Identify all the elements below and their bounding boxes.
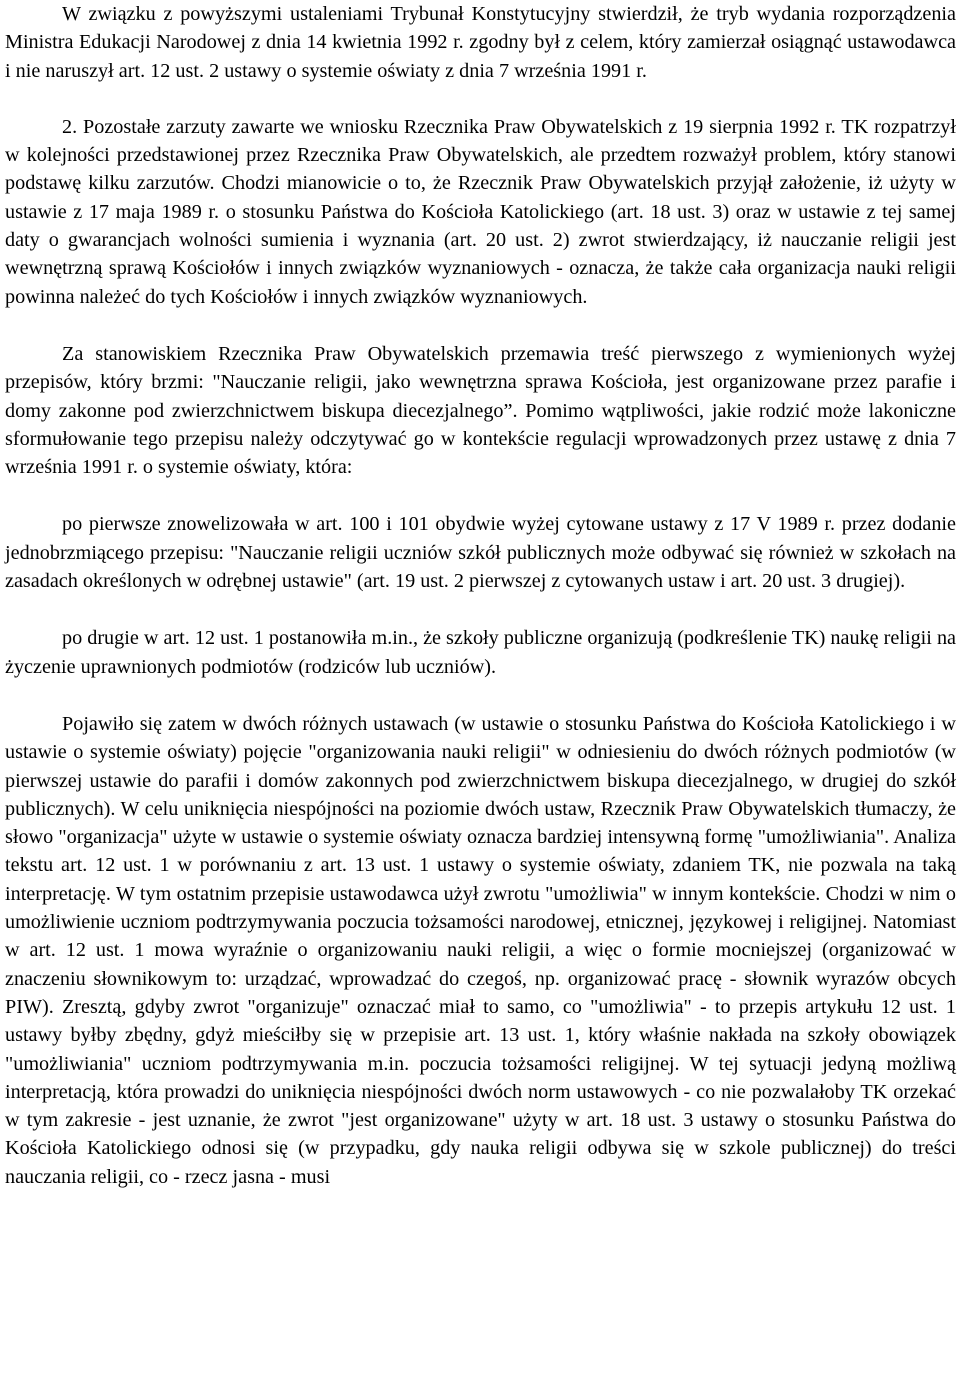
paragraph-conclusion: W związku z powyższymi ustaleniami Trybunał Konstytucyjny stwierdził, że tryb wydania rozporządzenia Ministra Edukacji Narodowej z dnia 14 kwietnia 1992 r. zgodny był z celem, który zamierzał osiągnąć ustawodawca i nie naruszył art. 12 ust. 2 ustawy o systemie oświaty z dnia 7 września 1991 r.	[5, 3, 956, 82]
paragraph-analysis: Pojawiło się zatem w dwóch różnych ustawach (w ustawie o stosunku Państwa do Kościoła Katolickiego i w ustawie o systemie oświaty) pojęcie "organizowania nauki religii" w odniesieniu do dwóch różnych podmiotów (w pierwszej ustawie do parafii i domów zakonnych pod zwierzchnictwem biskupa diecezjalnego, w drugiej do szkół publicznych). W celu uniknięcia niespójności na poziomie dwóch ustaw, Rzecznik Praw Obywatelskich tłumaczy, że słowo "organizacja" użyte w ustawie o systemie oświaty oznacza bardziej intensywną formę "umożliwiania". Analiza tekstu art. 12 ust. 1 w porównaniu z art. 13 ust. 1 ustawy o systemie oświaty, zdaniem TK, nie pozwala na taką interpretację. W tym ostatnim przepisie ustawodawca użył zwrotu "umożliwia" w innym kontekście. Chodzi w nim o umożliwienie uczniom podtrzymywania poczucia tożsamości narodowej, etnicznej, językowej i religijnej. Natomiast w art. 12 ust. 1 mowa wyraźnie o organizowaniu nauki religii, a więc o formie mocniejszej (organizować w znaczeniu słownikowym to: urządzać, wprowadzać do czegoś, np. organizować pracę - słownik wyrazów obcych PIW). Zresztą, gdyby zwrot "organizuje" oznaczać miał to samo, co "umożliwia" - to przepis artykułu 12 ust. 1 ustawy byłby zbędny, gdyż mieściłby się w przepisie art. 13 ust. 1, który właśnie nakłada na szkoły obowiązek "umożliwiania" uczniom podtrzymywania m.in. poczucia tożsamości religijnej. W tej sytuacji jedyną możliwą interpretacją, która prowadzi do uniknięcia niespójności dwóch norm ustawowych - co nie pozwalałoby TK orzekać w tym zakresie - jest uznanie, że zwrot "jest organizowane" użyty w art. 18 ust. 3 ustawy o stosunku Państwa do Kościoła Katolickiego odnosi się (w przypadku, gdy nauka religii odbywa się w szkole publicznej) do treści nauczania religii, co - rzecz jasna - musi	[5, 712, 956, 1188]
paragraph-section-2: 2. Pozostałe zarzuty zawarte we wniosku Rzecznika Praw Obywatelskich z 19 sierpnia 1992 r. TK rozpatrzył w kolejności przedstawionej przez Rzecznika Praw Obywatelskich, ale przedtem rozważył problem, który stanowi podstawę kilku zarzutów. Chodzi mianowicie o to, że Rzecznik Praw Obywatelskich przyjął założenie, iż użyty w ustawie z 17 maja 1989 r. o stosunku Państwa do Kościoła Katolickiego (art. 18 ust. 3) oraz w ustawie z tej samej daty o gwarancjach wolności sumienia i wyznania (art. 20 ust. 2) zwrot stwierdzający, iż nauczanie religii jest wewnętrzną sprawą Kościołów i innych związków wyznaniowych - oznacza, że także cała organizacja nauki religii powinna należeć do tych Kościołów i innych związków wyznaniowych.	[5, 115, 956, 308]
paragraph-ombudsman-position: Za stanowiskiem Rzecznika Praw Obywatelskich przemawia treść pierwszego z wymienionych wyżej przepisów, który brzmi: "Nauczanie religii, jako wewnętrzna sprawa Kościoła, jest organizowane przez parafie i domy zakonne pod zwierzchnictwem biskupa diecezjalnego”. Pomimo wątpliwości, jakie rodzić może lakoniczne sformułowanie tego przepisu należy odczytywać go w kontekście regulacji wprowadzonych przez ustawę z dnia 7 września 1991 r. o systemie oświaty, która:	[5, 342, 956, 479]
paragraph-second-point: po drugie w art. 12 ust. 1 postanowiła m.in., że szkoły publiczne organizują (podkreślenie TK) naukę religii na życzenie uprawnionych podmiotów (rodziców lub uczniów).	[5, 627, 956, 678]
paragraph-first-point: po pierwsze znowelizowała w art. 100 i 101 obydwie wyżej cytowane ustawy z 17 V 1989 r. przez dodanie jednobrzmiącego przepisu: "Nauczanie religii uczniów szkół publicznych może odbywać się również w szkołach na zasadach określonych w odrębnej ustawie" (art. 19 ust. 2 pierwszej z cytowanych ustaw i art. 20 ust. 3 drugiej).	[5, 513, 956, 593]
document-page	[5, 0, 956, 1191]
